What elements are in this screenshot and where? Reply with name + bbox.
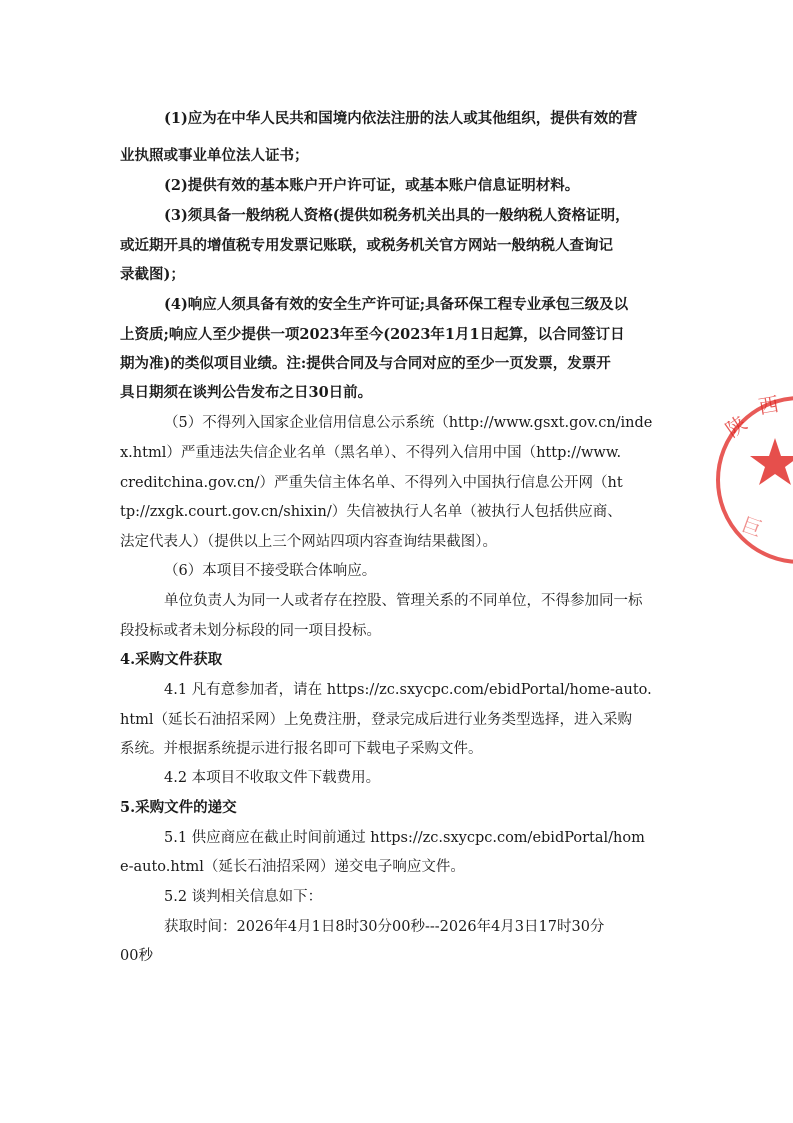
text-line: (1)应为在中华人民共和国境内依法注册的法人或其他组织，提供有效的营 [164,110,638,127]
text-line: 00秒 [120,948,153,964]
seal-char: 西 [756,391,781,419]
text-line: （6）本项目不接受联合体响应。 [164,563,377,579]
text-line: (4)响应人须具备有效的安全生产许可证;具备环保工程专业承包三级及以 [164,296,629,313]
seal-char: 巨 [738,512,766,542]
section-heading: 5.采购文件的递交 [120,799,237,816]
text-line: （5）不得列入国家企业信用信息公示系统（http://www.gsxt.gov.cn/inde [164,415,653,431]
text-line: 期为准)的类似项目业绩。注:提供合同及与合同对应的至少一页发票，发票开 [120,355,611,372]
text-line: 段投标或者未划分标段的同一项目投标。 [120,623,381,639]
text-line: 系统。并根据系统提示进行报名即可下载电子采购文件。 [120,741,483,757]
text-line: 具日期须在谈判公告发布之日30日前。 [120,384,373,401]
seal-star-icon [750,438,793,485]
text-line: 录截图)； [120,266,185,283]
text-line: creditchina.gov.cn/）严重失信主体名单、不得列入中国执行信息公开网（ht [120,475,623,491]
text-line: (3)须具备一般纳税人资格(提供如税务机关出具的一般纳税人资格证明， [164,207,630,224]
text-line: 法定代表人）（提供以上三个网站四项内容查询结果截图）。 [120,534,497,550]
text-line: tp://zxgk.court.gov.cn/shixin/）失信被执行人名单（被执行人包括供应商、 [120,504,622,520]
red-seal-stamp [700,380,793,580]
text-line: 业执照或事业单位法人证书； [120,147,309,164]
text-line: html（延长石油招采网）上免费注册，登录完成后进行业务类型选择，进入采购 [120,712,633,728]
text-line: (2)提供有效的基本账户开户许可证，或基本账户信息证明材料。 [164,177,580,194]
text-line: 单位负责人为同一人或者存在控股、管理关系的不同单位，不得参加同一标 [164,593,643,609]
section-heading: 4.采购文件获取 [120,651,223,668]
text-line: 4.1 凡有意参加者，请在 https://zc.sxycpc.com/ebidPortal/home-auto. [164,682,652,698]
text-line: 4.2 本项目不收取文件下载费用。 [164,770,381,786]
text-line: x.html）严重违法失信企业名单（黑名单）、不得列入信用中国（http://www. [120,445,622,461]
text-line: 5.2 谈判相关信息如下： [164,889,323,905]
text-line: 5.1 供应商应在截止时间前通过 https://zc.sxycpc.com/ebidPortal/hom [164,830,645,846]
text-line: e-auto.html（延长石油招采网）递交电子响应文件。 [120,859,465,875]
text-line: 上资质;响应人至少提供一项2023年至今(2023年1月1日起算，以合同签订日 [120,326,625,343]
text-line: 或近期开具的增值税专用发票记账联，或税务机关官方网站一般纳税人查询记 [120,237,613,254]
seal-char: 陕 [721,410,752,443]
text-line: 获取时间：2026年4月1日8时30分00秒---2026年4月3日17时30分 [164,919,605,935]
